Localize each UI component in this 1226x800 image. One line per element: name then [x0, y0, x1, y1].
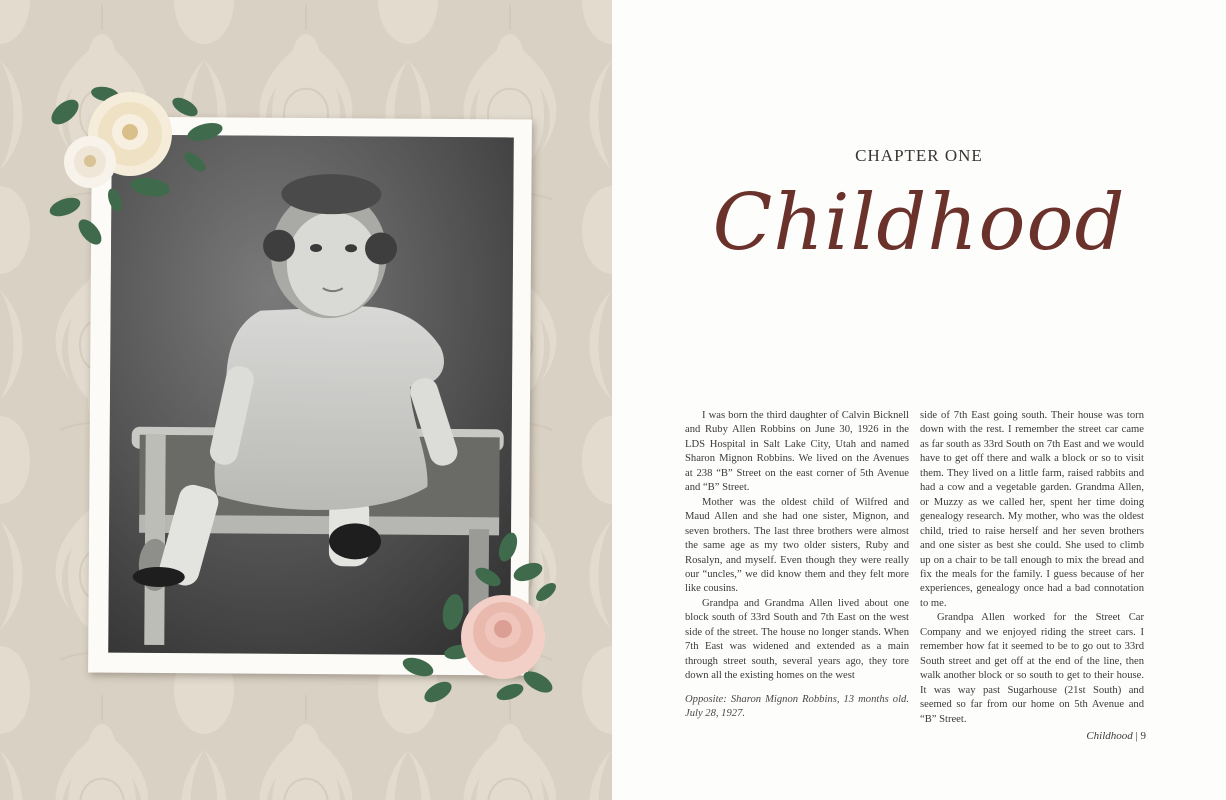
paragraph: I was born the third daughter of Calvin Bicknell and Ruby Allen Robbins on June 30, 1926 in the LDS Hospital in Salt Lake City, Utah and named Sharon Mignon Robbins. We lived on the Avenues at 238 “B” Street on the east corner of 5th Avenue and “B” Street.	[685, 410, 909, 494]
page-folio	[1086, 730, 1146, 742]
paragraph: side of 7th East going south. Their house was torn down with the rest. I remember the street car came as far south as 33rd South on 7th East and we would have to get off there and walk a block or so to visit them. They lived on a little farm, raised rabbits and had a cow and a vegetable garden. Grandma Allen, or Muzzy as we called her, spent her time doing genealogy research. My mother, who was the oldest child, tried to raise herself and her seven brothers and one sister as best she could. She used to climb up on a chair to be tall enough to mix the bread and fix the meals for the family. I guess because of her experiences, genealogy once had a bad connotation to me.	[920, 410, 1144, 609]
chapter-title: Childhood	[712, 178, 1126, 268]
folio-section: Childhood	[1086, 730, 1133, 742]
folio-separator: |	[1135, 730, 1138, 742]
paragraph: Grandpa and Grandma Allen lived about one block south of 33rd South and 7th East on the west side of the street. The house no longer stands. When 7th East was widened and extended as a main through street south, several years ago, they tore down all the existing homes on the west	[685, 597, 909, 682]
photo-caption: Opposite: Sharon Mignon Robbins, 13 months old. July 28, 1927.	[685, 694, 909, 719]
page-number: 9	[1140, 730, 1146, 742]
text-column-right	[920, 409, 1144, 727]
left-page	[0, 0, 612, 800]
flower-cluster-top	[45, 82, 230, 252]
paragraph: Grandpa Allen worked for the Street Car Company and we enjoyed riding the street cars. I remember how fat it seemed to be to go out to 33rd South street and get off at the end of the line, then walk another block or so south to get to their house. It was way past Sugarhouse (21st South) and seemed so far from our home on 5th Avenue and “B” Street.	[920, 612, 1144, 725]
paragraph: Mother was the oldest child of Wilfred and Maud Allen and she had one sister, Mignon, and seven brothers. The last three brothers were almost the same age as my two older sisters, Ruby and Rosalyn, and myself. Even though they were really our “uncles,” we did know them and they felt more like cousins.	[685, 496, 909, 595]
rose-cluster-bottom	[398, 532, 568, 712]
chapter-label: CHAPTER ONE	[855, 146, 983, 165]
text-column-left	[685, 409, 909, 684]
right-page	[612, 0, 1226, 800]
